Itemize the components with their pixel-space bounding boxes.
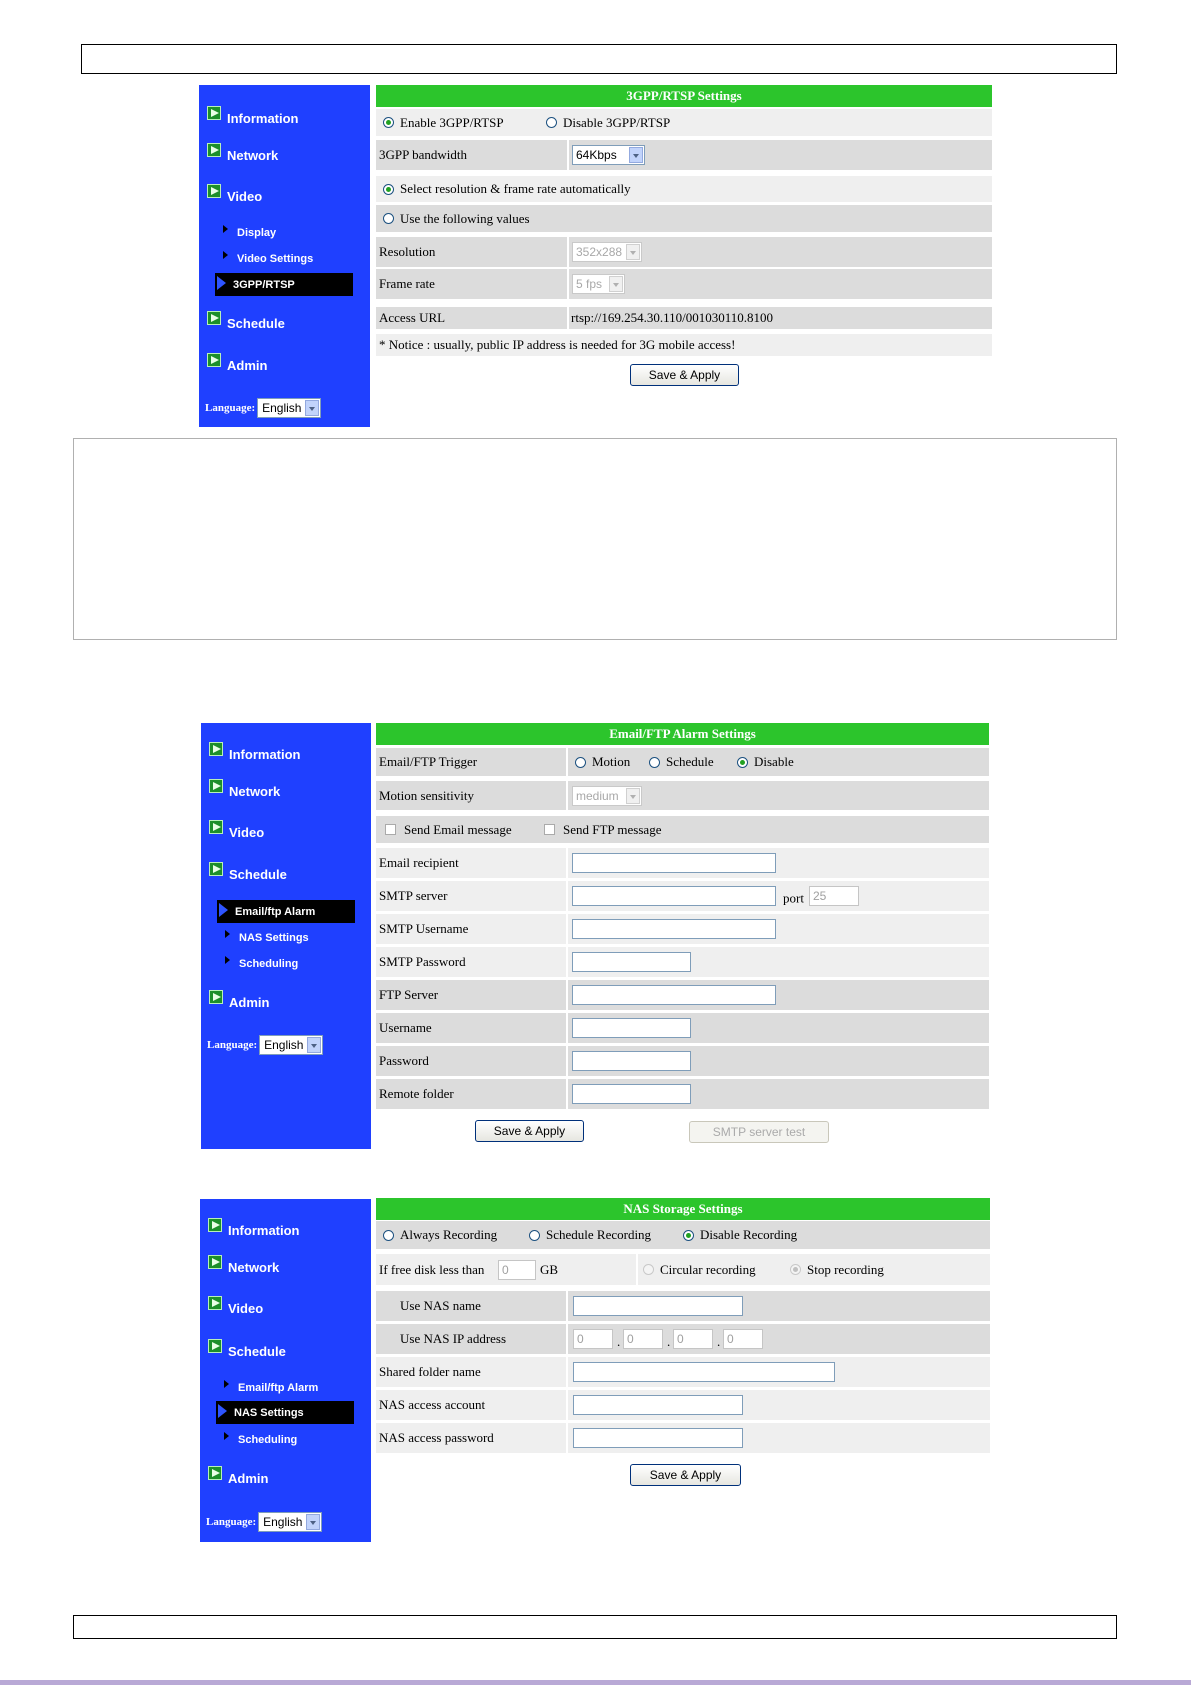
sub-nav-nas-settings[interactable]: NAS Settings bbox=[221, 928, 357, 948]
sub-nav-email-ftp-alarm[interactable]: Email/ftp Alarm bbox=[220, 1378, 356, 1398]
ftp-server-input[interactable] bbox=[572, 985, 776, 1005]
dropdown-arrow-icon bbox=[626, 244, 640, 260]
triangle-icon bbox=[224, 1432, 229, 1440]
access-url-row: Access URL rtsp://169.254.30.110/001030110.8100 bbox=[376, 307, 992, 329]
sub-nav-video-settings[interactable]: Video Settings bbox=[219, 249, 355, 269]
nas-account-input[interactable] bbox=[573, 1395, 743, 1415]
sidebar-email bbox=[201, 723, 371, 1149]
email-panel-title: Email/FTP Alarm Settings bbox=[376, 723, 989, 745]
language-row bbox=[206, 1512, 322, 1532]
nav-admin[interactable]: Admin bbox=[209, 991, 269, 1013]
nav-admin[interactable]: Admin bbox=[208, 1467, 268, 1489]
nas-account-row: NAS access account bbox=[376, 1390, 990, 1420]
page-footer-box bbox=[73, 1615, 1117, 1639]
use-nas-name-radio[interactable]: Use NAS name bbox=[400, 1298, 481, 1313]
ftp-username-row: Username bbox=[376, 1013, 989, 1043]
ftp-password-input[interactable] bbox=[572, 1051, 691, 1071]
play-icon bbox=[208, 1296, 222, 1310]
triangle-icon bbox=[218, 1404, 227, 1418]
play-icon bbox=[209, 820, 223, 834]
language-label: Language: bbox=[207, 1039, 258, 1051]
dropdown-arrow-icon[interactable] bbox=[306, 1514, 320, 1530]
gb-label: GB bbox=[540, 1261, 559, 1277]
ip-separator: . bbox=[717, 1334, 721, 1350]
sensitivity-select[interactable]: medium bbox=[572, 786, 642, 806]
framerate-row: Frame rate 5 fps bbox=[376, 269, 992, 299]
language-select[interactable]: English bbox=[258, 1512, 322, 1532]
nas-ip-octet-2[interactable]: 0 bbox=[623, 1329, 663, 1349]
dropdown-arrow-icon[interactable] bbox=[629, 147, 643, 163]
notice-row bbox=[376, 334, 992, 356]
play-icon bbox=[209, 742, 223, 756]
language-row bbox=[205, 398, 321, 418]
sub-nav-display[interactable]: Display bbox=[219, 223, 355, 243]
language-row bbox=[207, 1035, 323, 1055]
dropdown-arrow-icon bbox=[609, 276, 623, 292]
rtsp-panel-title: 3GPP/RTSP Settings bbox=[376, 85, 992, 107]
sub-nav-scheduling[interactable]: Scheduling bbox=[220, 1430, 356, 1450]
nav-network[interactable]: Network bbox=[209, 780, 280, 802]
triangle-icon bbox=[219, 903, 228, 917]
sub-nav-3gpp-rtsp[interactable]: 3GPP/RTSP bbox=[215, 273, 353, 296]
use-nas-ip-radio[interactable]: Use NAS IP address bbox=[400, 1331, 507, 1346]
nav-admin[interactable]: Admin bbox=[207, 354, 267, 376]
access-url-value: rtsp://169.254.30.110/001030110.8100 bbox=[571, 310, 773, 325]
ftp-password-row: Password bbox=[376, 1046, 989, 1076]
bandwidth-select[interactable]: 64Kbps bbox=[572, 145, 645, 165]
trigger-disable-radio[interactable]: Disable bbox=[737, 754, 794, 770]
dropdown-arrow-icon bbox=[626, 788, 640, 804]
disable-rtsp-radio[interactable]: Disable 3GPP/RTSP bbox=[546, 115, 670, 131]
email-recipient-input[interactable] bbox=[572, 853, 776, 873]
nav-video[interactable]: Video bbox=[208, 1297, 263, 1319]
disable-recording-radio[interactable]: Disable Recording bbox=[683, 1227, 797, 1243]
ip-separator: . bbox=[667, 1334, 671, 1350]
smtp-pass-row: SMTP Password bbox=[376, 947, 989, 977]
framerate-select[interactable]: 5 fps bbox=[572, 274, 625, 294]
free-disk-input[interactable]: 0 bbox=[498, 1260, 536, 1280]
smtp-server-input[interactable] bbox=[572, 886, 776, 906]
sub-nav-email-ftp-alarm[interactable]: Email/ftp Alarm bbox=[217, 900, 355, 923]
smtp-port-input[interactable]: 25 bbox=[809, 886, 859, 906]
auto-res-row bbox=[376, 176, 992, 202]
triangle-icon bbox=[223, 225, 228, 233]
email-save-button[interactable]: Save & Apply bbox=[475, 1120, 584, 1142]
bottom-edge-strip bbox=[0, 1680, 1191, 1685]
triangle-icon bbox=[225, 956, 230, 964]
nav-network[interactable]: Network bbox=[208, 1256, 279, 1278]
play-icon bbox=[208, 1218, 222, 1232]
nav-information[interactable]: Information bbox=[207, 107, 299, 129]
shared-folder-input[interactable] bbox=[573, 1362, 835, 1382]
language-select[interactable]: English bbox=[257, 398, 321, 418]
nas-password-row: NAS access password bbox=[376, 1423, 990, 1453]
ftp-server-row: FTP Server bbox=[376, 980, 989, 1010]
nav-video[interactable]: Video bbox=[209, 821, 264, 843]
triangle-icon bbox=[224, 1380, 229, 1388]
play-icon bbox=[207, 311, 221, 325]
play-icon bbox=[208, 1339, 222, 1353]
nav-schedule[interactable]: Schedule bbox=[209, 863, 287, 885]
trigger-motion-radio[interactable]: Motion bbox=[575, 754, 630, 770]
language-label: Language: bbox=[205, 402, 256, 414]
nas-panel-title: NAS Storage Settings bbox=[376, 1198, 990, 1220]
nas-panel bbox=[376, 1198, 990, 1488]
bandwidth-row: 3GPP bandwidth 64Kbps bbox=[376, 140, 992, 170]
recipient-row: Email recipient bbox=[376, 848, 989, 878]
resolution-select[interactable]: 352x288 bbox=[572, 242, 642, 262]
rtsp-enable-row bbox=[376, 109, 992, 136]
nav-schedule[interactable]: Schedule bbox=[207, 312, 285, 334]
circular-recording-radio[interactable]: Circular recording bbox=[643, 1262, 756, 1278]
nas-ip-row bbox=[376, 1324, 990, 1354]
rtsp-panel bbox=[376, 85, 992, 390]
play-icon bbox=[209, 779, 223, 793]
shared-folder-row: Shared folder name bbox=[376, 1357, 990, 1387]
sidebar-nas bbox=[200, 1199, 371, 1542]
triangle-icon bbox=[223, 251, 228, 259]
play-icon bbox=[207, 106, 221, 120]
nas-name-row bbox=[376, 1291, 990, 1321]
nav-schedule[interactable]: Schedule bbox=[208, 1340, 286, 1362]
triangle-icon bbox=[225, 930, 230, 938]
language-select[interactable]: English bbox=[259, 1035, 323, 1055]
nav-network[interactable]: Network bbox=[207, 144, 278, 166]
sidebar-rtsp bbox=[199, 85, 370, 427]
smtp-test-button[interactable]: SMTP server test bbox=[689, 1121, 829, 1143]
sub-nav-nas-settings[interactable]: NAS Settings bbox=[216, 1401, 354, 1424]
nav-information[interactable]: Information bbox=[209, 743, 301, 765]
remote-folder-row: Remote folder bbox=[376, 1079, 989, 1109]
play-icon bbox=[209, 862, 223, 876]
manual-res-row bbox=[376, 205, 992, 232]
resolution-row: Resolution 352x288 bbox=[376, 237, 992, 267]
triangle-icon bbox=[217, 276, 226, 290]
smtp-username-input[interactable] bbox=[572, 919, 776, 939]
language-label: Language: bbox=[206, 1516, 257, 1528]
smtp-server-row: SMTP server port 25 bbox=[376, 881, 989, 911]
auto-resolution-radio[interactable]: Select resolution & frame rate automatically bbox=[383, 181, 631, 197]
trigger-row: Email/FTP Trigger Motion Schedule Disable bbox=[376, 748, 989, 776]
nas-save-button[interactable]: Save & Apply bbox=[630, 1464, 741, 1486]
nav-information[interactable]: Information bbox=[208, 1219, 300, 1241]
notice-text: * Notice : usually, public IP address is needed for 3G mobile access! bbox=[379, 337, 736, 352]
sub-nav-scheduling[interactable]: Scheduling bbox=[221, 954, 357, 974]
nas-password-input[interactable] bbox=[573, 1428, 743, 1448]
nas-ip-octet-3[interactable]: 0 bbox=[673, 1329, 713, 1349]
recording-mode-row bbox=[376, 1221, 990, 1249]
trigger-schedule-radio[interactable]: Schedule bbox=[649, 754, 714, 770]
remote-folder-input[interactable] bbox=[572, 1084, 691, 1104]
send-ftp-checkbox[interactable]: Send FTP message bbox=[544, 822, 661, 838]
play-icon bbox=[207, 184, 221, 198]
stop-recording-radio[interactable]: Stop recording bbox=[790, 1262, 884, 1278]
ftp-username-input[interactable] bbox=[572, 1018, 691, 1038]
play-icon bbox=[207, 353, 221, 367]
dropdown-arrow-icon[interactable] bbox=[307, 1037, 321, 1053]
send-email-checkbox[interactable]: Send Email message bbox=[385, 822, 512, 838]
smtp-password-input[interactable] bbox=[572, 952, 691, 972]
empty-text-box bbox=[73, 438, 1117, 640]
nas-ip-octet-4[interactable]: 0 bbox=[723, 1329, 763, 1349]
play-icon bbox=[208, 1466, 222, 1480]
always-recording-radio[interactable]: Always Recording bbox=[383, 1227, 497, 1243]
sensitivity-row: Motion sensitivity medium bbox=[376, 781, 989, 810]
nav-video[interactable]: Video bbox=[207, 185, 262, 207]
rtsp-save-button[interactable]: Save & Apply bbox=[630, 364, 739, 386]
enable-rtsp-radio[interactable]: Enable 3GPP/RTSP bbox=[383, 115, 504, 131]
page-header-box bbox=[81, 44, 1117, 74]
smtp-user-row: SMTP Username bbox=[376, 914, 989, 944]
free-disk-row: If free disk less than 0 GB Circular recording Stop recording bbox=[376, 1254, 990, 1285]
dropdown-arrow-icon[interactable] bbox=[305, 400, 319, 416]
play-icon bbox=[207, 143, 221, 157]
schedule-recording-radio[interactable]: Schedule Recording bbox=[529, 1227, 651, 1243]
play-icon bbox=[209, 990, 223, 1004]
send-options-row bbox=[376, 816, 989, 843]
email-panel bbox=[376, 723, 989, 1148]
port-label: port bbox=[783, 890, 804, 906]
nas-name-input[interactable] bbox=[573, 1296, 743, 1316]
nas-ip-octet-1[interactable]: 0 bbox=[573, 1329, 613, 1349]
manual-values-radio[interactable]: Use the following values bbox=[383, 211, 530, 227]
play-icon bbox=[208, 1255, 222, 1269]
ip-separator: . bbox=[617, 1334, 621, 1350]
